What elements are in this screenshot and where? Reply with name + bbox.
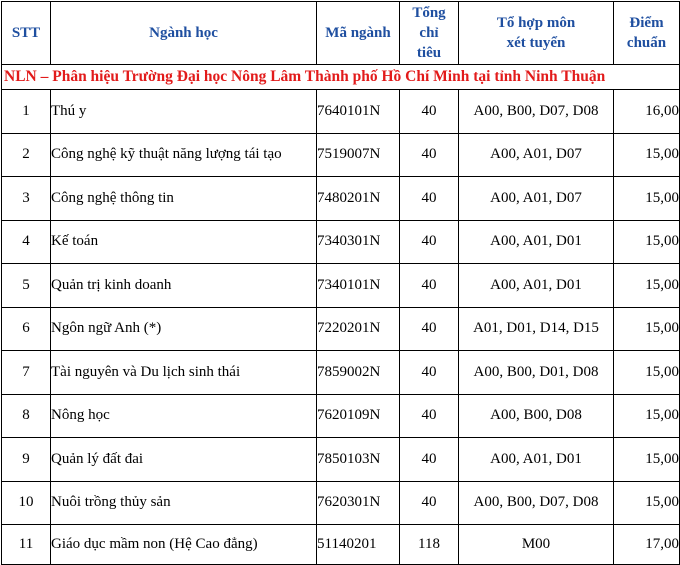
- table-row: [2, 90, 680, 134]
- cell-total: 40: [400, 351, 459, 395]
- table-row: [2, 220, 680, 264]
- header-row: [2, 2, 680, 65]
- cell-major: Công nghệ thông tin: [51, 177, 317, 221]
- cell-stt: 11: [2, 525, 51, 565]
- cell-score: 17,00: [614, 525, 680, 565]
- table-row: [2, 133, 680, 177]
- table-row: [2, 481, 680, 525]
- cell-code: 7620109N: [317, 394, 400, 438]
- cell-major: Quản lý đất đai: [51, 438, 317, 482]
- cell-score: 16,00: [614, 90, 680, 134]
- cell-score: 15,00: [614, 220, 680, 264]
- cell-total: 40: [400, 133, 459, 177]
- cell-total: 40: [400, 481, 459, 525]
- table-row: [2, 177, 680, 221]
- cell-combo: M00: [459, 525, 614, 565]
- cell-total: 40: [400, 394, 459, 438]
- cell-score: 15,00: [614, 394, 680, 438]
- cell-code: 7620301N: [317, 481, 400, 525]
- header-combo: [459, 2, 614, 65]
- cell-major: Ngôn ngữ Anh (*): [51, 307, 317, 351]
- cell-total: 118: [400, 525, 459, 565]
- cell-score: 15,00: [614, 133, 680, 177]
- header-combo-line2: xét tuyển: [506, 35, 566, 51]
- cell-combo: A00, A01, D01: [459, 220, 614, 264]
- table-row: [2, 264, 680, 308]
- cell-major: Nuôi trồng thủy sản: [51, 481, 317, 525]
- table-row: [2, 351, 680, 395]
- cell-code: 7859002N: [317, 351, 400, 395]
- cell-stt: 9: [2, 438, 51, 482]
- cell-score: 15,00: [614, 481, 680, 525]
- cell-code: 7340301N: [317, 220, 400, 264]
- header-total-line3: tiêu: [416, 45, 442, 61]
- cell-combo: A00, B00, D01, D08: [459, 351, 614, 395]
- header-combo-line1: Tổ hợp môn: [496, 15, 576, 31]
- cell-score: 15,00: [614, 307, 680, 351]
- cell-total: 40: [400, 90, 459, 134]
- cell-stt: 3: [2, 177, 51, 221]
- cell-major: Tài nguyên và Du lịch sinh thái: [51, 351, 317, 395]
- header-score: [614, 2, 680, 65]
- header-score-line1: Điểm: [629, 15, 664, 31]
- cell-code: 7640101N: [317, 90, 400, 134]
- cell-score: 15,00: [614, 438, 680, 482]
- table-row: [2, 438, 680, 482]
- cell-major: Nông học: [51, 394, 317, 438]
- header-total: [400, 2, 459, 65]
- cell-combo: A00, A01, D07: [459, 133, 614, 177]
- cell-total: 40: [400, 307, 459, 351]
- cell-total: 40: [400, 438, 459, 482]
- cell-score: 15,00: [614, 177, 680, 221]
- cell-combo: A00, B00, D08: [459, 394, 614, 438]
- cell-combo: A00, A01, D07: [459, 177, 614, 221]
- table-row: [2, 525, 680, 565]
- admission-scores-table: [1, 1, 680, 565]
- cell-major: Giáo dục mầm non (Hệ Cao đẳng): [51, 525, 317, 565]
- cell-stt: 5: [2, 264, 51, 308]
- cell-combo: A00, B00, D07, D08: [459, 90, 614, 134]
- cell-total: 40: [400, 220, 459, 264]
- cell-major: Kế toán: [51, 220, 317, 264]
- cell-major: Quản trị kinh doanh: [51, 264, 317, 308]
- header-major: Ngành học: [51, 2, 317, 65]
- cell-stt: 7: [2, 351, 51, 395]
- institution-banner: NLN – Phân hiệu Trường Đại học Nông Lâm Thành phố Hồ Chí Minh tại tỉnh Ninh Thuận: [2, 65, 680, 90]
- cell-stt: 1: [2, 90, 51, 134]
- cell-code: 7220201N: [317, 307, 400, 351]
- cell-total: 40: [400, 264, 459, 308]
- cell-total: 40: [400, 177, 459, 221]
- cell-stt: 8: [2, 394, 51, 438]
- cell-combo: A00, A01, D01: [459, 438, 614, 482]
- cell-combo: A00, B00, D07, D08: [459, 481, 614, 525]
- cell-stt: 10: [2, 481, 51, 525]
- header-total-line2: chỉ: [419, 25, 439, 41]
- cell-major: Công nghệ kỹ thuật năng lượng tái tạo: [51, 133, 317, 177]
- cell-stt: 2: [2, 133, 51, 177]
- header-stt: STT: [2, 2, 51, 65]
- cell-major: Thú y: [51, 90, 317, 134]
- header-code: Mã ngành: [317, 2, 400, 65]
- table-row: [2, 394, 680, 438]
- cell-code: 7480201N: [317, 177, 400, 221]
- cell-code: 7340101N: [317, 264, 400, 308]
- header-total-line1: Tổng: [412, 5, 446, 21]
- table-row: [2, 307, 680, 351]
- cell-stt: 6: [2, 307, 51, 351]
- cell-score: 15,00: [614, 351, 680, 395]
- banner-row: [2, 65, 680, 90]
- header-score-line2: chuẩn: [626, 35, 667, 51]
- cell-combo: A01, D01, D14, D15: [459, 307, 614, 351]
- cell-code: 51140201: [317, 525, 400, 565]
- cell-stt: 4: [2, 220, 51, 264]
- cell-score: 15,00: [614, 264, 680, 308]
- cell-code: 7850103N: [317, 438, 400, 482]
- cell-code: 7519007N: [317, 133, 400, 177]
- cell-combo: A00, A01, D01: [459, 264, 614, 308]
